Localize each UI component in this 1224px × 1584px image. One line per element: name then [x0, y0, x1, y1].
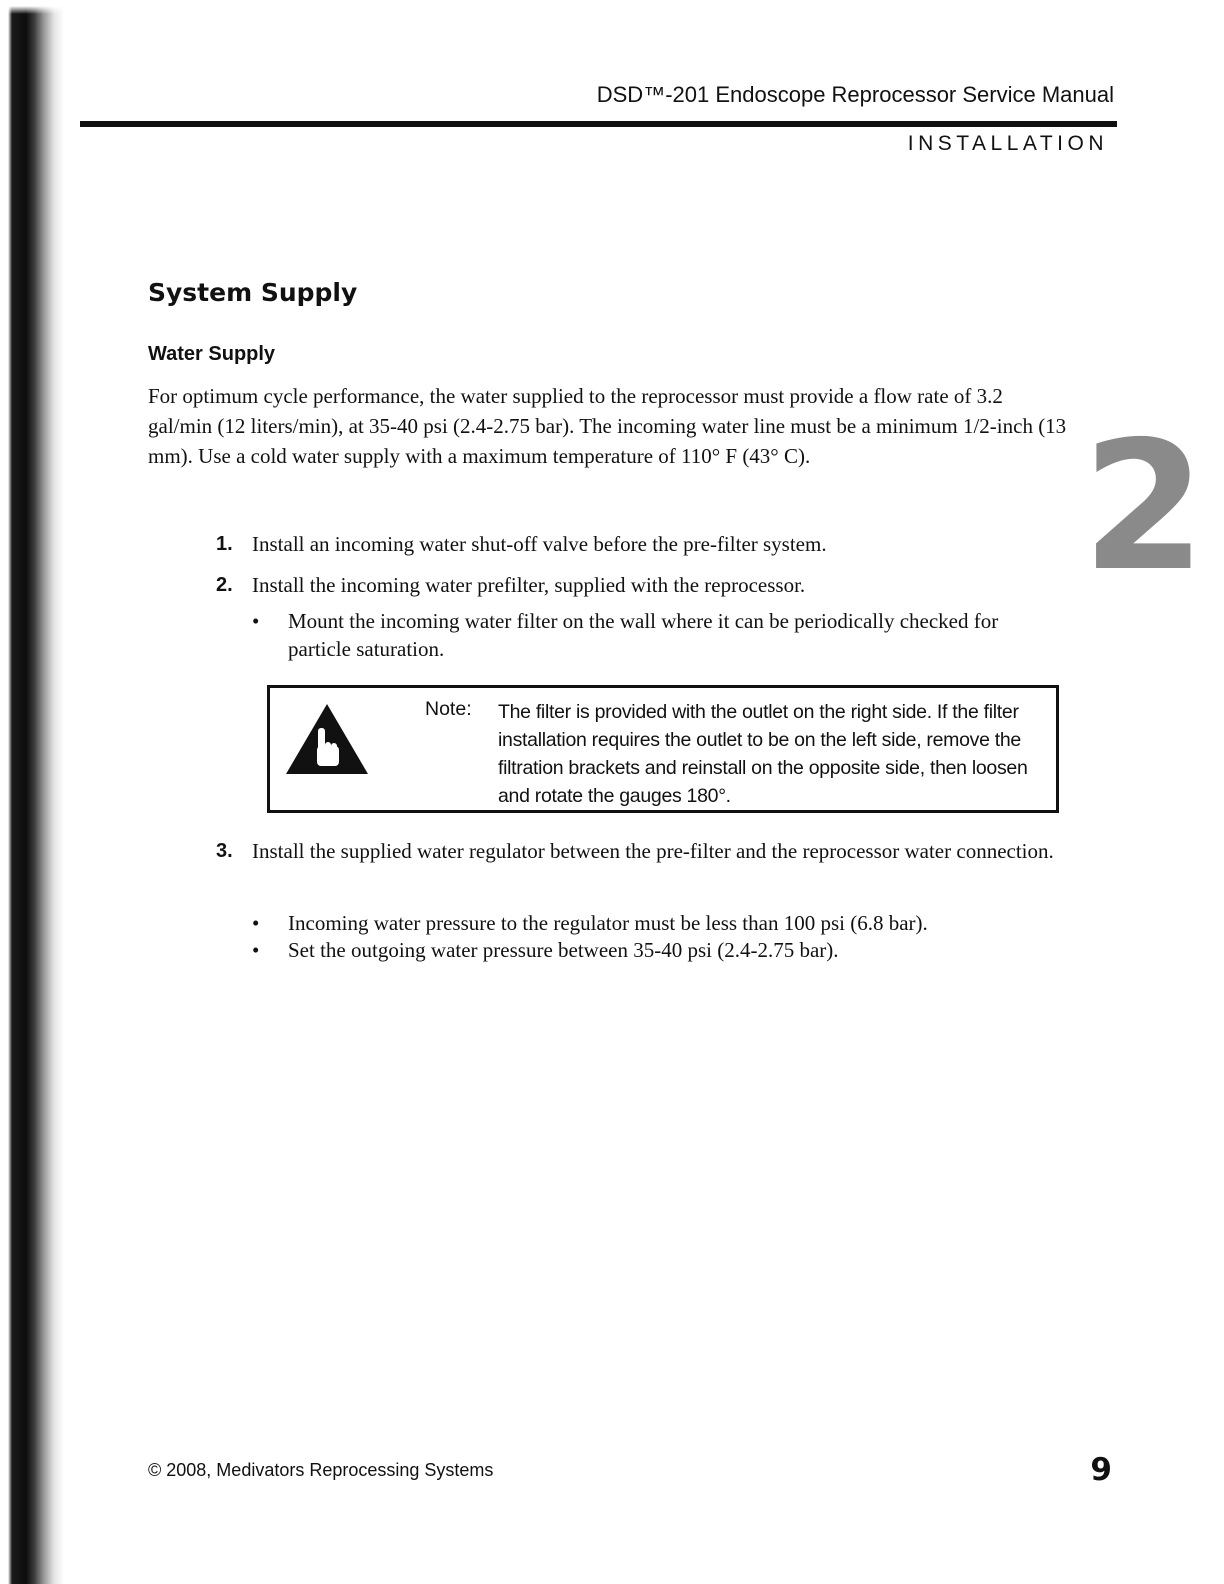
- bullet-glyph: •: [252, 609, 260, 633]
- scanned-page-edge: [0, 0, 64, 1584]
- manual-title: DSD™-201 Endoscope Reprocessor Service Manual: [596, 82, 1114, 107]
- bullet-text: Set the outgoing water pressure between 35-40 psi (2.4-2.75 bar).: [288, 938, 839, 962]
- bullet-text: Mount the incoming water filter on the wall where it can be periodically checked for particle saturation.: [288, 609, 999, 661]
- step-3: [216, 834, 1066, 869]
- page-heading: System Supply: [148, 278, 358, 307]
- bullet-glyph: •: [252, 938, 260, 962]
- footer-copyright: © 2008, Medivators Reprocessing Systems: [148, 1460, 494, 1480]
- warning-hand-icon: [284, 702, 370, 776]
- step-2-bullet: [252, 607, 1062, 663]
- note-box: [267, 685, 1059, 813]
- header-rule: [80, 121, 1117, 127]
- step-number: 3.: [216, 840, 233, 862]
- step-3-bullet-2: [252, 936, 1062, 964]
- intro-paragraph: For optimum cycle performance, the water supplied to the reprocessor must provide a flow rate of 3.2 gal/min (12 liters/min), at 35-40 psi (2.4-2.75 bar). The incoming water line must be a minimum 1/2-inch (13 mm). Use a cold water supply with a maximum temperature of 110° F (43° C).: [148, 384, 1067, 468]
- step-number: 2.: [216, 574, 233, 596]
- step-3-bullet-1: [252, 909, 1062, 937]
- step-text: Install an incoming water shut-off valve before the pre-filter system.: [252, 532, 827, 556]
- subheading: Water Supply: [148, 343, 276, 365]
- step-number: 1.: [216, 533, 233, 555]
- note-label: Note:: [425, 698, 472, 720]
- section-label: INSTALLATION: [907, 132, 1108, 155]
- note-text: The filter is provided with the outlet on the right side. If the filter installation requires the outlet to be on the left side, remove the filtration brackets and reinstall on the opposite side, then loosen and rotate the gauges 180°.: [498, 701, 1028, 807]
- scanned-page-edge-top: [0, 0, 64, 14]
- step-text: Install the supplied water regulator between the pre-filter and the reprocessor water connection.: [252, 839, 1054, 863]
- bullet-glyph: •: [252, 911, 260, 935]
- step-1: [216, 527, 1066, 562]
- chapter-number: 2: [1082, 403, 1202, 610]
- step-2: [216, 568, 1066, 603]
- step-text: Install the incoming water prefilter, supplied with the reprocessor.: [252, 573, 806, 597]
- page-number: 9: [1090, 1452, 1112, 1488]
- bullet-text: Incoming water pressure to the regulator must be less than 100 psi (6.8 bar).: [288, 911, 928, 935]
